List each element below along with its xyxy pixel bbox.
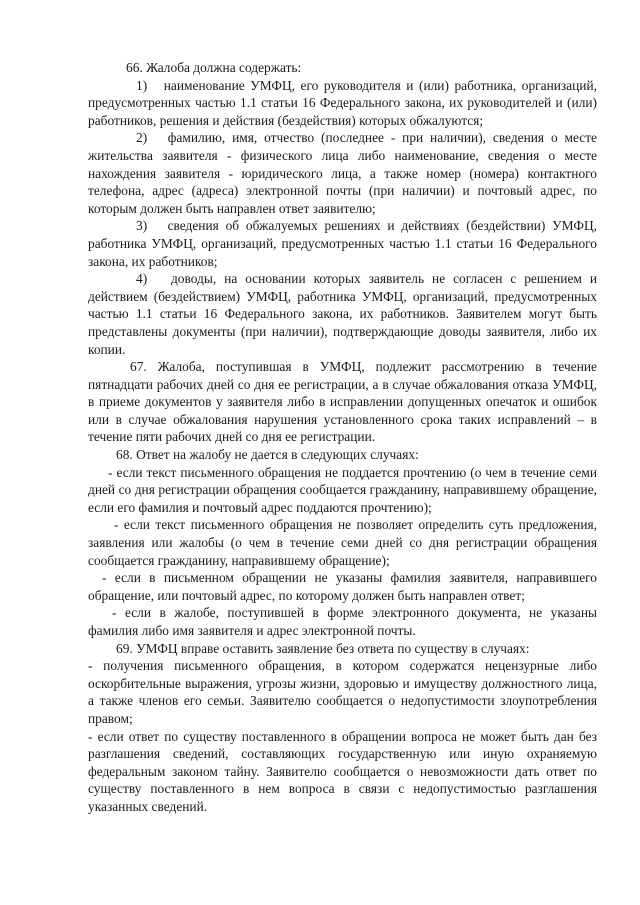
clause-67: 67. Жалоба, поступившая в УМФЦ, подлежит рассмотрению в течение пятнадцати рабочих дней со дня ее регистрации, а в случае обжалования отказа УМФЦ, в приеме документов у заявителя либо в исправлении допущенных опечаток и ошибок или в случае обжалования нарушения установленного срока таких исправлений – в течение пяти рабочих дней со дня ее регистрации. <box>88 359 597 445</box>
clause-66-item-4: 4) доводы, на основании которых заявитель не согласен с решением и действием (бездействием) УМФЦ, работника УМФЦ, организаций, предусмотренных частью 1.1 статьи 16 Федерального закона, их работников. Заявителем могут быть представлены документы (при наличии), подтверждающие доводы заявителя, либо их копии. <box>88 271 597 357</box>
document-body <box>88 59 597 816</box>
clause-69-heading: 69. УМФЦ вправе оставить заявление без ответа по существу в случаях: <box>116 640 530 656</box>
clause-68-item-2: - если текст письменного обращения не позволяет определить суть предложения, заявления или жалобы (о чем в течение семи дней со дня регистрации обращения сообщается гражданину, направившему обращение); <box>88 517 597 568</box>
clause-69-item-1: - получения письменного обращения, в котором содержатся нецензурные либо оскорбительные выражения, угрозы жизни, здоровью и имуществу должностного лица, а также членов его семьи. Заявителю сообщается о недопустимости злоупотребления правом; <box>88 658 597 726</box>
clause-68-item-4: - если в жалобе, поступившей в форме электронного документа, не указаны фамилия либо имя заявителя и адрес электронной почты. <box>88 605 597 638</box>
clause-66-item-2: 2) фамилию, имя, отчество (последнее - при наличии), сведения о месте жительства заявителя - физического лица либо наименование, сведения о месте нахождения заявителя - юридического лица, а также номер (номера) контактного телефона, адрес (адреса) электронной почты (при наличии) и почтовый адрес, по которым должен быть направлен ответ заявителю; <box>88 130 597 216</box>
clause-69-item-2: - если ответ по существу поставленного в обращении вопроса не может быть дан без разглашения сведений, составляющих государственную или иную охраняемую федеральным законом тайну. Заявителю сообщается о невозможности дать ответ по существу поставленного в нем вопроса в связи с недопустимостью разглашения указанных сведений. <box>88 728 597 814</box>
clause-66-item-3: 3) сведения об обжалуемых решениях и действиях (бездействии) УМФЦ, работника УМФЦ, организаций, предусмотренных частью 1.1 статьи 16 Федерального закона, их работников; <box>88 218 597 269</box>
clause-66-heading: 66. Жалоба должна содержать: <box>126 60 302 75</box>
clause-68-item-1: - если текст письменного обращения не поддается прочтению (о чем в течение семи дней со дня регистрации обращения сообщается гражданину, направившему обращение, если его фамилия и почтовый адрес поддаются прочтению); <box>88 464 597 515</box>
clause-68-heading: 68. Ответ на жалобу не дается в следующих случаях: <box>116 447 419 463</box>
clause-68-item-3: - если в письменном обращении не указаны фамилия заявителя, направившего обращение, или почтовый адрес, по которому должен быть направлен ответ; <box>88 570 597 603</box>
clause-66-item-1: 1) наименование УМФЦ, его руководителя и (или) работника, организаций, предусмотренных частью 1.1 статьи 16 Федерального закона, их руководителей и (или) работников, решения и действия (бездействия) которых обжалуются; <box>88 77 597 128</box>
